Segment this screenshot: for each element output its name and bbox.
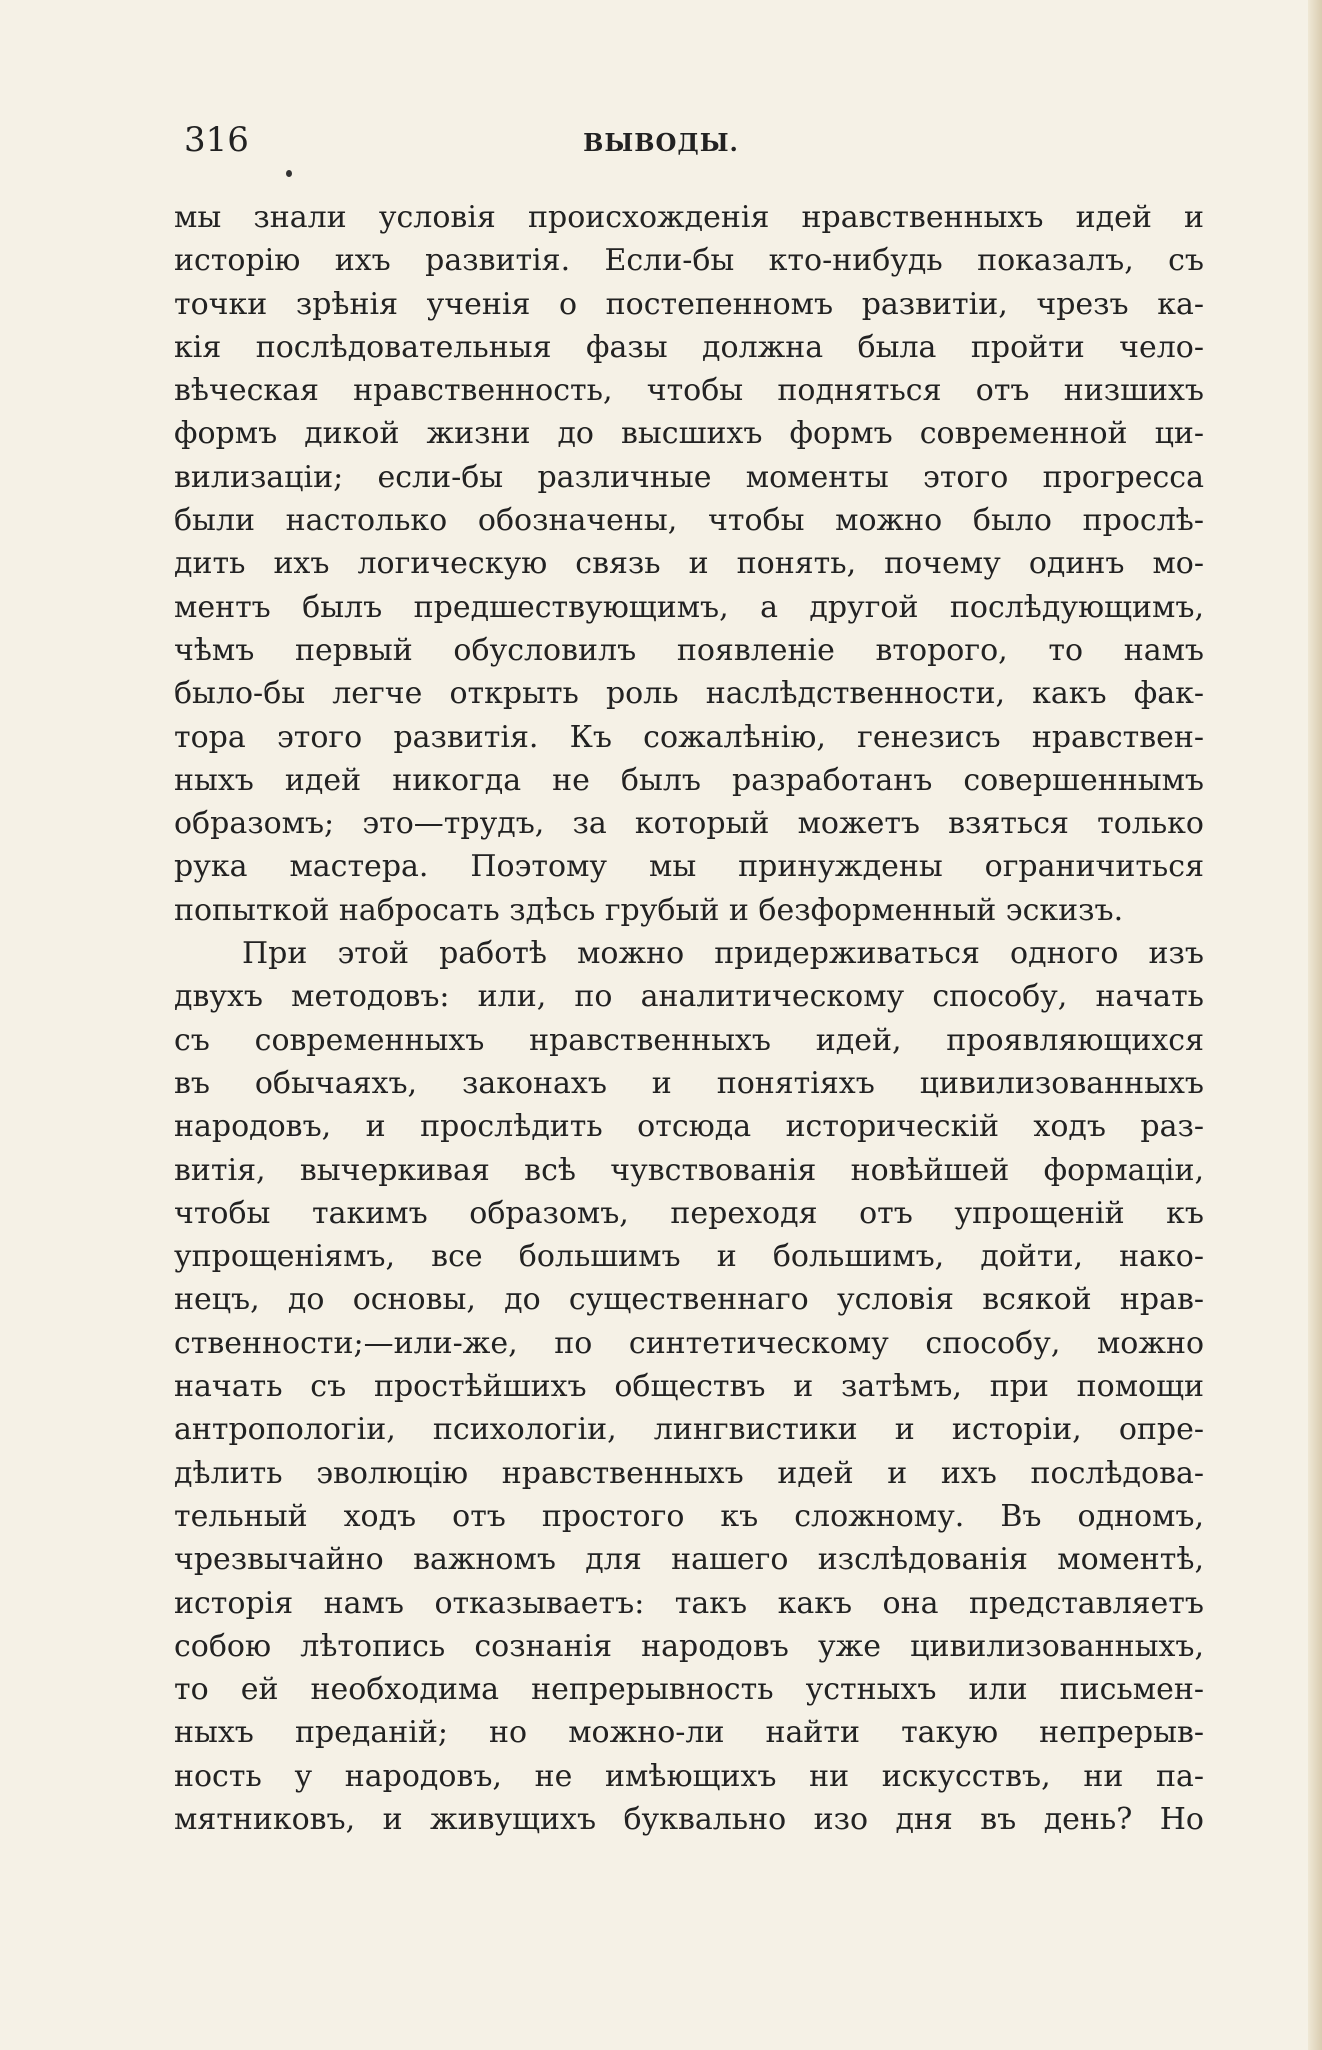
- text-line: формъ дикой жизни до высшихъ формъ современной ци-: [174, 416, 1204, 452]
- running-head: ВЫВОДЫ.: [583, 128, 739, 157]
- text-line: вилизаціи; если-бы различные моменты этого прогресса: [174, 459, 1204, 495]
- text-line: исторію ихъ развитія. Если-бы кто-нибудь показалъ, съ: [174, 243, 1204, 279]
- text-line: ныхъ идей никогда не былъ разработанъ совершеннымъ: [174, 762, 1204, 798]
- text-line: то ей необходима непрерывность устныхъ или письмен-: [174, 1672, 1204, 1708]
- text-line: ментъ былъ предшествующимъ, а другой послѣдующимъ,: [174, 589, 1204, 625]
- text-line: тельный ходъ отъ простого къ сложному. Въ одномъ,: [174, 1498, 1204, 1534]
- text-line: въ обычаяхъ, законахъ и понятіяхъ цивилизованныхъ: [174, 1065, 1204, 1101]
- text-line: кія послѣдовательныя фазы должна была пройти чело-: [174, 329, 1204, 365]
- page-header: [0, 116, 1322, 164]
- text-line: чрезвычайно важномъ для нашего изслѣдованія моментѣ,: [174, 1542, 1204, 1578]
- page-edge-shadow: [1308, 0, 1322, 2050]
- text-line: ныхъ преданій; но можно-ли найти такую непрерыв-: [174, 1715, 1204, 1751]
- body-text: [174, 196, 1204, 1841]
- text-line: начать съ простѣйшихъ обществъ и затѣмъ, при помощи: [174, 1369, 1204, 1405]
- text-line: витія, вычеркивая всѣ чувствованія новѣйшей формаціи,: [174, 1152, 1204, 1188]
- text-line: двухъ методовъ: или, по аналитическому способу, начать: [174, 979, 1204, 1015]
- text-line: мы знали условія происхожденія нравственныхъ идей и: [174, 200, 1204, 235]
- text-line: рука мастера. Поэтому мы принуждены ограничиться: [174, 849, 1204, 885]
- page-number: 316: [184, 120, 249, 160]
- text-line: упрощеніямъ, все большимъ и большимъ, дойти, нако-: [174, 1239, 1204, 1275]
- text-line: народовъ, и прослѣдить отсюда историческій ходъ раз-: [174, 1109, 1204, 1145]
- text-line: тора этого развитія. Къ сожалѣнію, генезисъ нравствен-: [174, 719, 1204, 755]
- text-line: образомъ; это—трудъ, за который можетъ взяться только: [174, 806, 1204, 842]
- text-line: исторія намъ отказываетъ: такъ какъ она представляетъ: [174, 1585, 1204, 1621]
- text-line: дѣлить эволюцію нравственныхъ идей и ихъ послѣдова-: [174, 1455, 1204, 1491]
- text-line: точки зрѣнія ученія о постепенномъ развитіи, чрезъ ка-: [174, 286, 1204, 322]
- text-line: было-бы легче открыть роль наслѣдственности, какъ фак-: [174, 676, 1204, 712]
- text-line: съ современныхъ нравственныхъ идей, проявляющихся: [174, 1022, 1204, 1058]
- text-line: были настолько обозначены, чтобы можно было прослѣ-: [174, 503, 1204, 539]
- text-line: дить ихъ логическую связь и понять, почему одинъ мо-: [174, 546, 1204, 582]
- text-line: вѣческая нравственность, чтобы подняться отъ низшихъ: [174, 373, 1204, 409]
- text-line: собою лѣтопись сознанія народовъ уже цивилизованныхъ,: [174, 1628, 1204, 1664]
- ink-speck: [286, 170, 292, 177]
- text-line: чѣмъ первый обусловилъ появленіе второго, то намъ: [174, 632, 1204, 668]
- text-line: ственности;—или-же, по синтетическому способу, можно: [174, 1325, 1204, 1361]
- text-line: нецъ, до основы, до существеннаго условія всякой нрав-: [174, 1282, 1204, 1318]
- paragraph-end-line: попыткой набросать здѣсь грубый и безформенный эскизъ.: [174, 892, 1124, 928]
- text-line: мятниковъ, и живущихъ буквально изо дня въ день? Но: [174, 1801, 1204, 1837]
- text-line: чтобы такимъ образомъ, переходя отъ упрощеній къ: [174, 1195, 1204, 1231]
- text-line: ность у народовъ, не имѣющихъ ни искусствъ, ни па-: [174, 1758, 1204, 1794]
- paragraph-start-line: При этой работѣ можно придерживаться одного изъ: [242, 936, 1204, 972]
- text-line: антропологіи, психологіи, лингвистики и исторіи, опре-: [174, 1412, 1204, 1448]
